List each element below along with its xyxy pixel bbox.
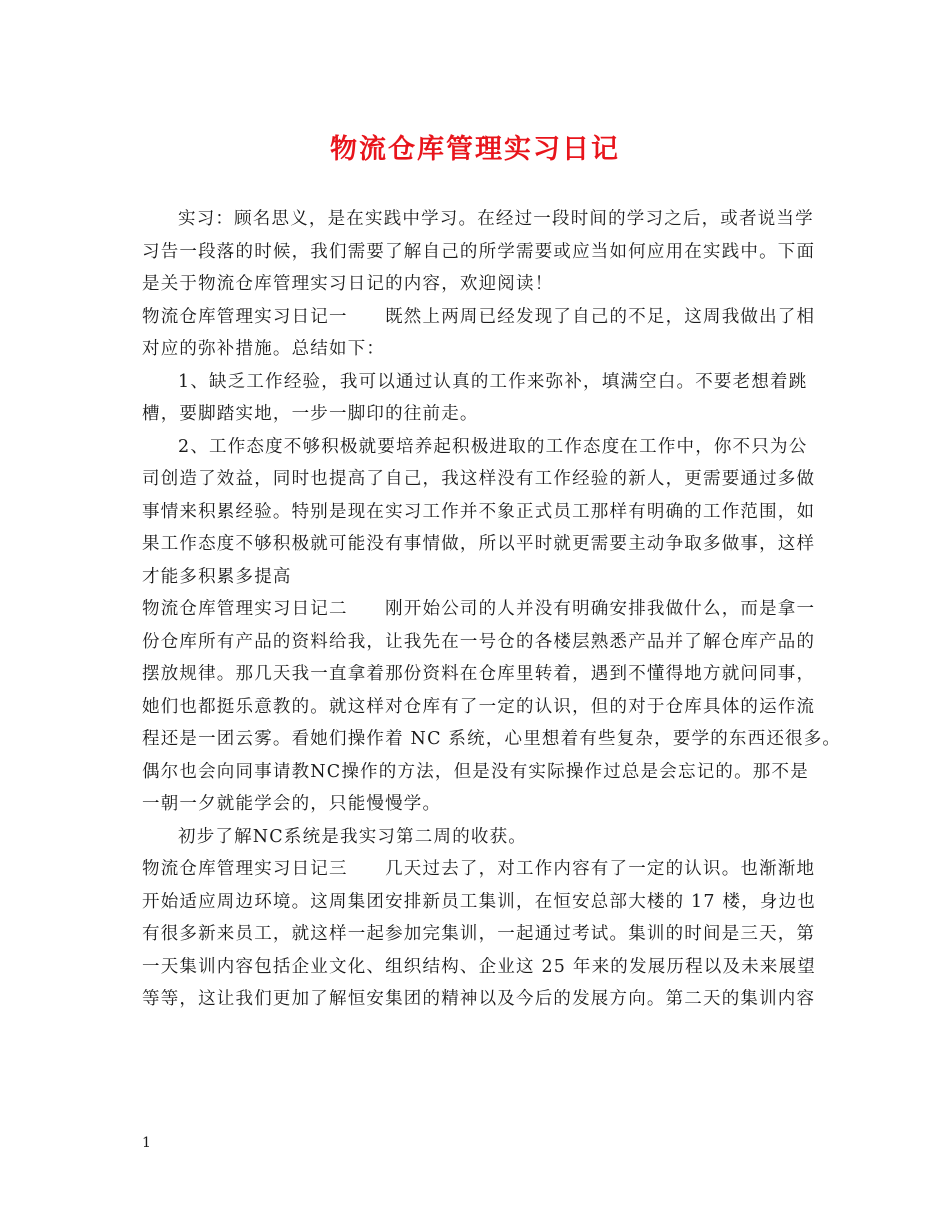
paragraph-line: 一天集训内容包括企业文化、组织结构、企业这 25 年来的发展历程以及未来展望 [142,956,816,977]
paragraph-line: 初步了解NC系统是我实习第二周的收获。 [178,826,528,847]
paragraph-line: 物流仓库管理实习日记一 既然上两周已经发现了自己的不足，这周我做出了相 [142,306,816,327]
paragraph-line: 实习：顾名思义，是在实践中学习。在经过一段时间的学习之后，或者说当学 [178,209,814,229]
paragraph-line: 物流仓库管理实习日记二 刚开始公司的人并没有明确安排我做什么，而是拿一 [142,599,816,619]
paragraph-line: 果工作态度不够积极就可能没有事情做，所以平时就更需要主动争取多做事，这样 [142,534,816,554]
paragraph-line: 有很多新来员工，就这样一起参加完集训，一起通过考试。集训的时间是三天，第 [142,924,816,944]
paragraph-line: 一朝一夕就能学会的，只能慢慢学。 [142,794,442,814]
paragraph-line: 对应的弥补措施。总结如下： [142,339,386,359]
paragraph-line: 司创造了效益，同时也提高了自己，我这样没有工作经验的新人，更需要通过多做 [142,469,816,489]
paragraph-line: 2、工作态度不够积极就要培养起积极进取的工作态度在工作中，你不只为公 [178,436,808,457]
paragraph-line: 她们也都挺乐意教的。就这样对仓库有了一定的认识，但的对于仓库具体的运作流 [142,696,816,717]
page-number: 1 [142,1135,151,1151]
paragraph-line: 1、缺乏工作经验，我可以通过认真的工作来弥补，填满空白。不要老想着跳 [178,371,808,392]
paragraph-line: 物流仓库管理实习日记三 几天过去了，对工作内容有了一定的认识。也渐渐地 [142,859,816,879]
paragraph-line: 摆放规律。那几天我一直拿着那份资料在仓库里转着，遇到不懂得地方就问同事， [142,664,816,684]
paragraph-line: 等等，这让我们更加了解恒安集团的精神以及今后的发展方向。第二天的集训内容 [142,989,816,1009]
paragraph-line: 槽，要脚踏实地，一步一脚印的往前走。 [142,404,479,424]
paragraph-line: 程还是一团云雾。看她们操作着 NC 系统，心里想着有些复杂，要学的东西还很多。 [142,729,842,749]
paragraph-line: 份仓库所有产品的资料给我，让我先在一号仓的各楼层熟悉产品并了解仓库产品的 [142,631,816,652]
paragraph-line: 偶尔也会向同事请教NC操作的方法，但是没有实际操作过总是会忘记的。那不是 [142,761,809,782]
document-body [142,203,842,1016]
paragraph-line: 事情来积累经验。特别是现在实习工作并不象正式员工那样有明确的工作范围，如 [142,501,816,522]
paragraph-line: 才能多积累多提高 [142,566,292,587]
paragraph-line: 是关于物流仓库管理实习日记的内容，欢迎阅读！ [142,274,554,294]
paragraph-line: 习告一段落的时候，我们需要了解自己的所学需要或应当如何应用在实践中。下面 [142,241,816,262]
document-title: 物流仓库管理实习日记 [330,134,620,165]
paragraph-line: 开始适应周边环境。这周集团安排新员工集训，在恒安总部大楼的 17 楼，身边也 [142,891,816,912]
